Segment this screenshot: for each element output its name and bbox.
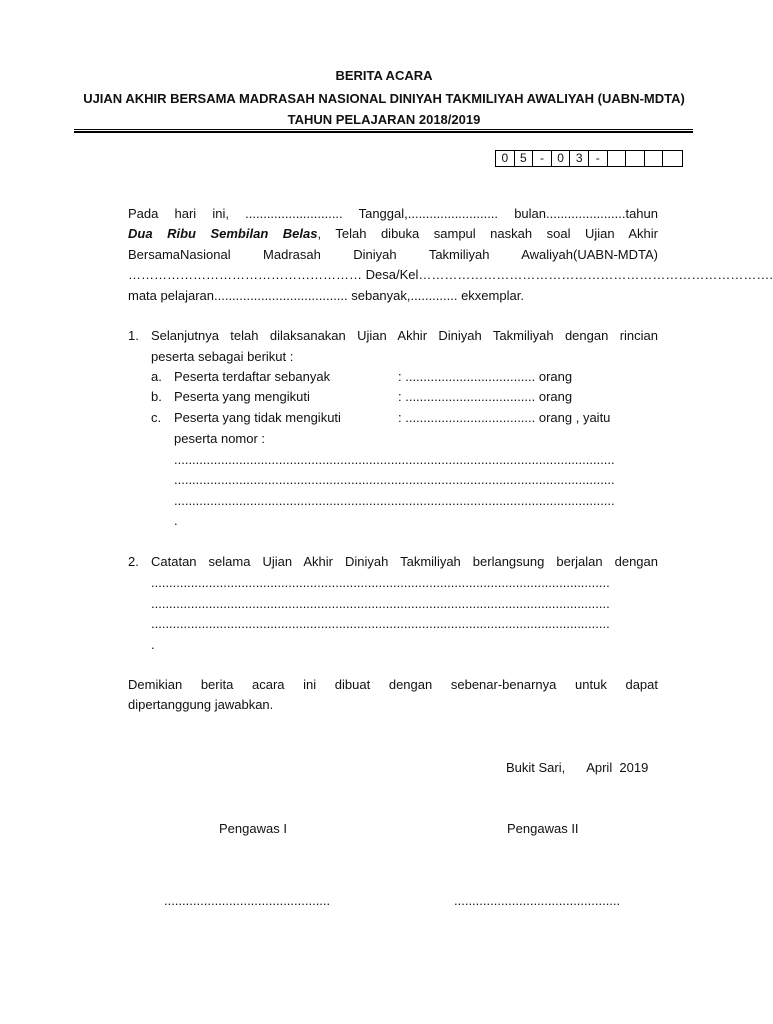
header-rule-thin — [74, 129, 693, 130]
item-1-line-2: peserta sebagai berikut : — [151, 349, 294, 364]
intro-line-4: ……………………………………………… Desa/Kel………………………………………………………………………. — [128, 267, 773, 282]
item-1-dotted-line-2: .......................................................................................................................... — [174, 472, 615, 487]
code-cell: 5 — [515, 151, 534, 166]
intro-italic-text: Dua Ribu Sembilan Belas — [128, 226, 318, 241]
code-cell — [645, 151, 664, 166]
code-cell: - — [533, 151, 552, 166]
closing-line-2: dipertanggung jawabkan. — [128, 697, 274, 712]
code-box — [495, 150, 683, 167]
code-cell: - — [589, 151, 608, 166]
item-1b-value: : .................................... orang — [398, 389, 573, 404]
item-1c-value: : .................................... orang , yaitu — [398, 410, 611, 425]
place-date: Bukit Sari, April 2019 — [506, 760, 649, 775]
code-cell — [608, 151, 627, 166]
intro-line-5: mata pelajaran..................................... sebanyak,............. ekxemplar. — [128, 288, 524, 303]
item-2-number: 2. — [128, 554, 139, 569]
item-1-dotted-line-3: .......................................................................................................................... — [174, 493, 615, 508]
academic-year: TAHUN PELAJARAN 2018/2019 — [287, 112, 481, 127]
document-title: BERITA ACARA — [335, 68, 433, 83]
item-1c-label: Peserta yang tidak mengikuti — [174, 410, 341, 425]
item-1b-letter: b. — [151, 389, 162, 404]
item-1a-letter: a. — [151, 369, 162, 384]
item-2-dotted-line-3: ............................................................................................................................... — [151, 616, 610, 631]
signature-label-right: Pengawas II — [507, 821, 579, 836]
signature-line-right: .............................................. — [454, 893, 621, 908]
item-2-end-dot: . — [151, 637, 155, 652]
item-1b-label: Peserta yang mengikuti — [174, 389, 310, 404]
intro-line-3: BersamaNasional Madrasah Diniyah Takmiliyah Awaliyah(UABN-MDTA) — [128, 247, 658, 262]
item-1c-continuation: peserta nomor : — [174, 431, 266, 446]
code-cell: 0 — [496, 151, 515, 166]
code-cell: 0 — [552, 151, 571, 166]
closing-line-1: Demikian berita acara ini dibuat dengan sebenar-benarnya untuk dapat — [128, 677, 658, 692]
item-2-dotted-line-1: ............................................................................................................................... — [151, 575, 610, 590]
item-1a-label: Peserta terdaftar sebanyak — [174, 369, 331, 384]
item-1-line-1: Selanjutnya telah dilaksanakan Ujian Akhir Diniyah Takmiliyah dengan rincian — [151, 328, 658, 343]
intro-line-1: Pada hari ini, ........................... Tanggal,......................... bulan......................tahun — [128, 206, 658, 221]
item-1-end-dot: . — [174, 513, 178, 528]
item-1-number: 1. — [128, 328, 139, 343]
item-2-dotted-line-2: ............................................................................................................................... — [151, 596, 610, 611]
item-2-line-1: Catatan selama Ujian Akhir Diniyah Takmiliyah berlangsung berjalan dengan — [151, 554, 658, 569]
code-cell: 3 — [570, 151, 589, 166]
code-cell — [663, 151, 682, 166]
item-1a-value: : .................................... orang — [398, 369, 573, 384]
intro-line-2-text: , Telah dibuka sampul naskah soal Ujian Akhir — [317, 226, 659, 241]
intro-line-2 — [128, 226, 658, 242]
signature-line-left: .............................................. — [164, 893, 331, 908]
code-cell — [626, 151, 645, 166]
item-1-dotted-line-1: .......................................................................................................................... — [174, 452, 615, 467]
item-1c-letter: c. — [151, 410, 162, 425]
signature-label-left: Pengawas I — [219, 821, 287, 836]
document-subtitle: UJIAN AKHIR BERSAMA MADRASAH NASIONAL DINIYAH TAKMILIYAH AWALIYAH (UABN-MDTA) — [83, 91, 685, 106]
header-rule-thick — [74, 131, 693, 133]
